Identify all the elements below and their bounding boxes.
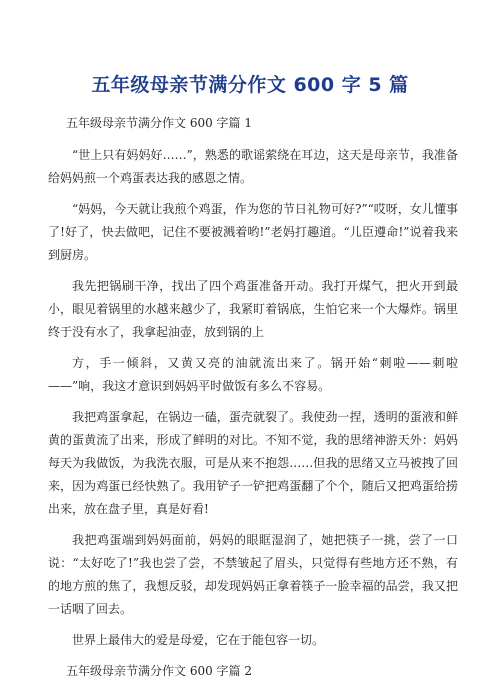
- paragraph-6: 我把鸡蛋端到妈妈面前，妈妈的眼眶湿润了，她把筷子一挑，尝了一口说：“太好吃了!”我也尝了尝，不禁皱起了眉头，只觉得有些地方还不熟，有的地方煎的焦了，我想反驳，却发现妈妈正拿着筷子一脸幸福的品尝，我又把一话咽了回去。: [48, 533, 458, 616]
- article-body: [48, 112, 458, 692]
- paragraph-4: 方，手一倾斜，又黄又亮的油就流出来了。锅开始“刺啦——刺啦——”响，我这才意识到妈妈平时做饭有多么不容易。: [48, 356, 458, 393]
- paragraph-1: “世上只有妈妈好……”，熟悉的歌谣萦绕在耳边，这天是母亲节，我准备给妈妈煎一个鸡蛋表达我的感恩之情。: [48, 148, 458, 185]
- document-title: 五年级母亲节满分作文 600 字 5 篇: [91, 74, 409, 96]
- paragraph-3: 我先把锅刷干净，找出了四个鸡蛋准备开动。我打开煤气，把火开到最小，眼见着锅里的水越来越少了，我紧盯着锅底，生怕它来一个大爆炸。锅里终于没有水了，我拿起油壶，放到锅的上: [48, 279, 458, 339]
- section-heading-1: 五年级母亲节满分作文 600 字篇 1: [66, 116, 252, 130]
- paragraph-2: “妈妈，今天就让我煎个鸡蛋，作为您的节日礼物可好?”“哎呀，女儿懂事了!好了，快去做吧，记住不要被溅着哟!”老妈打趣道。“儿臣遵命!”说着我来到厨房。: [48, 202, 458, 262]
- section-heading-2: 五年级母亲节满分作文 600 字篇 2: [66, 664, 252, 678]
- paragraph-5: 我把鸡蛋拿起，在锅边一磕，蛋壳就裂了。我使劲一捏，透明的蛋液和鲜黄的蛋黄流了出来，形成了鲜明的对比。不知不觉，我的思绪神游天外：妈妈每天为我做饭，为我洗衣服，可是从来不抱怨……但我的思绪又立马被拽了回来，因为鸡蛋已经快熟了。我用铲子一铲把鸡蛋翻了个个，随后又把鸡蛋给捞出来，放在盘子里，真是好看!: [48, 410, 458, 516]
- paragraph-7: 世界上最伟大的爱是母爱，它在于能包容一切。: [72, 633, 325, 647]
